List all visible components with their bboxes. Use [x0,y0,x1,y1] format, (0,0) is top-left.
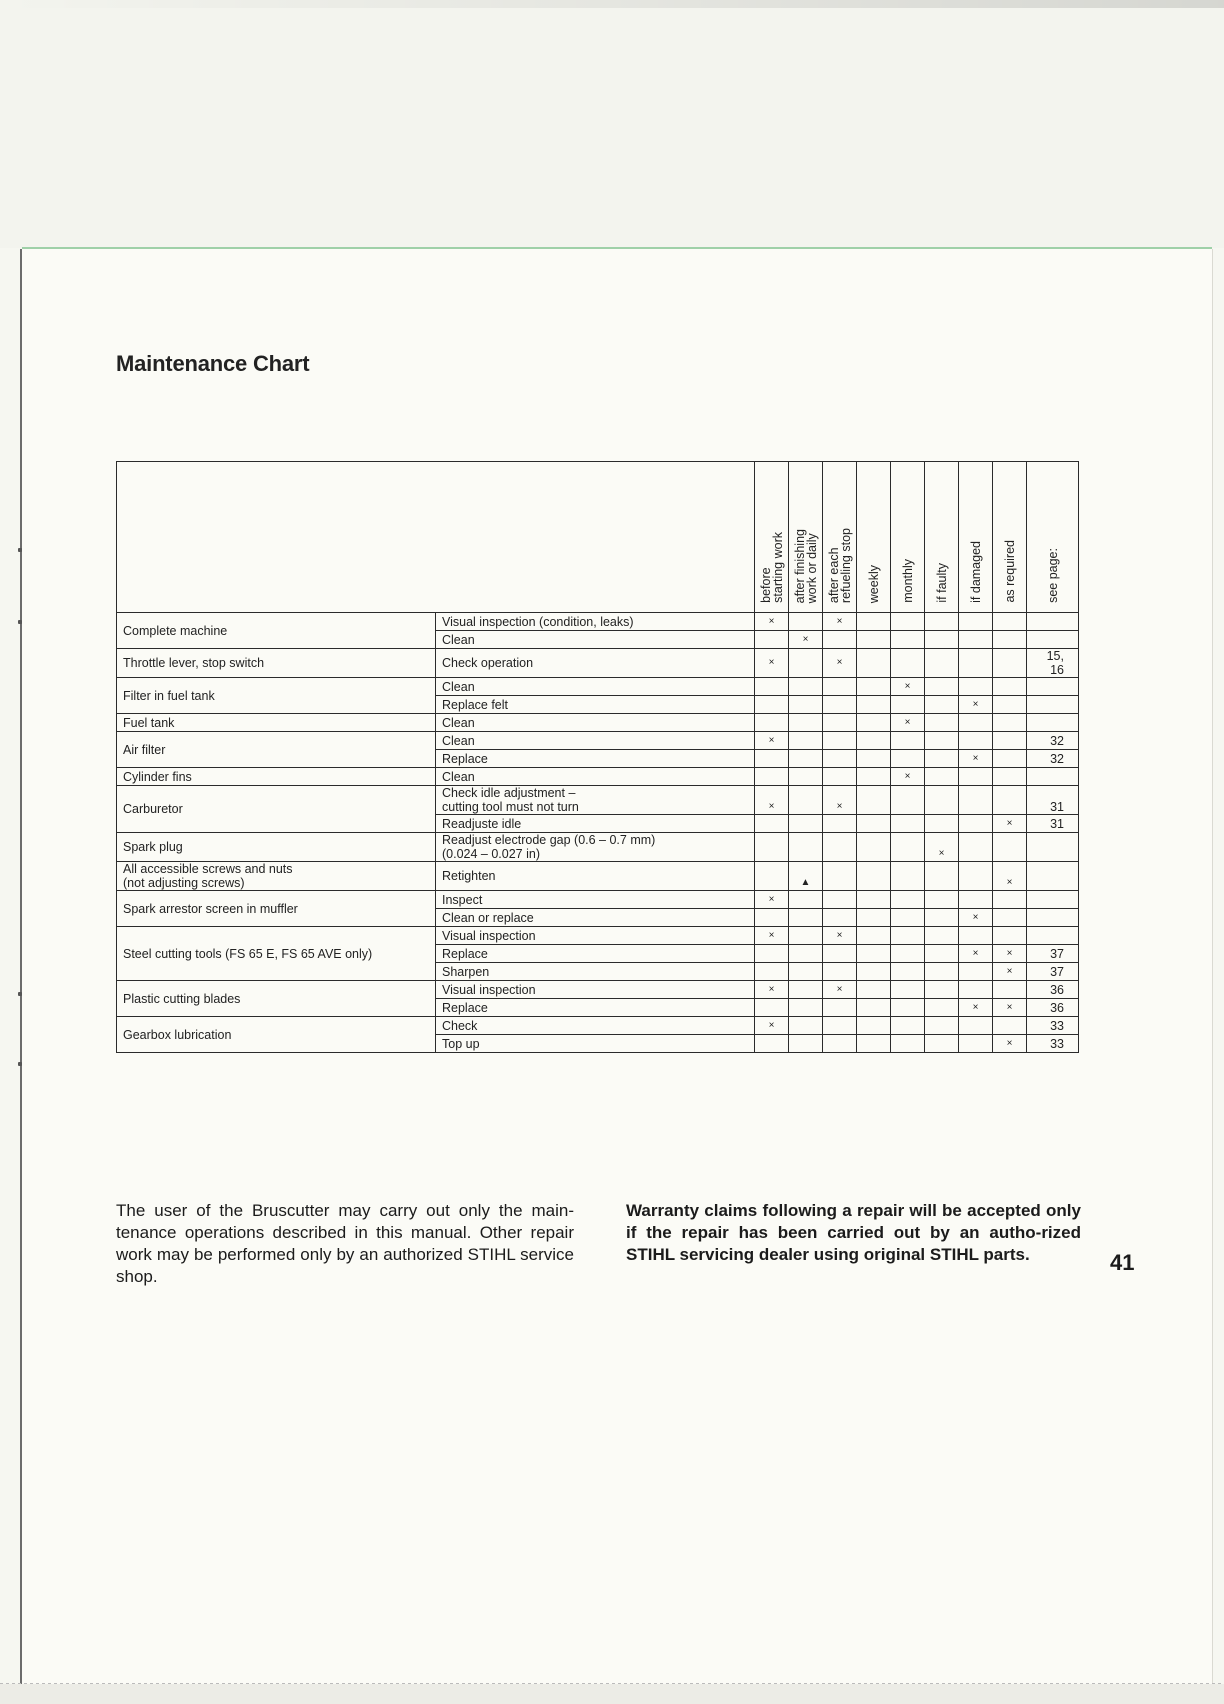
interval-mark-cell [789,649,823,678]
operation-cell: Visual inspection (condition, leaks) [436,613,755,631]
interval-mark-cell: × [755,1017,789,1035]
column-header-label: monthly [900,559,915,603]
interval-mark-cell: × [959,909,993,927]
binding-mark [18,992,22,996]
interval-mark-cell [925,909,959,927]
operation-cell: Replace [436,750,755,768]
interval-mark-cell: × [755,927,789,945]
page-reference-cell [1027,714,1079,732]
component-cell: Steel cutting tools (FS 65 E, FS 65 AVE only) [117,927,436,981]
component-cell: Plastic cutting blades [117,981,436,1017]
interval-mark-cell [823,732,857,750]
interval-mark-cell [959,815,993,833]
interval-mark-cell [891,999,925,1017]
interval-mark-cell [857,981,891,999]
interval-mark-cell [789,833,823,862]
operation-cell: Visual inspection [436,927,755,945]
column-header [1027,462,1079,613]
interval-mark-cell [789,981,823,999]
page-reference-cell [1027,862,1079,891]
page-reference-cell: 31 [1027,815,1079,833]
interval-mark-cell [993,714,1027,732]
interval-mark-cell [891,963,925,981]
interval-mark-cell [823,815,857,833]
component-cell: Filter in fuel tank [117,678,436,714]
interval-mark-cell [891,1017,925,1035]
page-reference-cell: 33 [1027,1017,1079,1035]
table-body [117,613,1079,1053]
interval-mark-cell [755,768,789,786]
column-header [891,462,925,613]
operation-cell: Check [436,1017,755,1035]
interval-mark-cell [755,862,789,891]
scan-bottom-background [0,1684,1224,1704]
column-header-label: weekly [866,564,881,603]
page-reference-cell: 37 [1027,945,1079,963]
column-header-label: if faulty [934,563,949,603]
interval-mark-cell: × [755,891,789,909]
interval-mark-cell [891,909,925,927]
interval-mark-cell: × [993,1035,1027,1053]
interval-mark-cell [993,786,1027,815]
interval-mark-cell [993,768,1027,786]
interval-mark-cell [755,909,789,927]
interval-mark-cell: × [755,732,789,750]
interval-mark-cell [959,927,993,945]
interval-mark-cell: × [755,981,789,999]
interval-mark-cell [959,891,993,909]
interval-mark-cell [823,714,857,732]
interval-mark-cell [993,1017,1027,1035]
interval-mark-cell [857,963,891,981]
interval-mark-cell [891,927,925,945]
page-reference-cell [1027,678,1079,696]
column-header [755,462,789,613]
operation-cell: Visual inspection [436,981,755,999]
column-header-label: as required [1002,540,1017,603]
interval-mark-cell [959,862,993,891]
interval-mark-cell [857,732,891,750]
interval-mark-cell [789,768,823,786]
page-number: 41 [1110,1250,1135,1275]
interval-mark-cell [891,696,925,714]
operation-cell: Sharpen [436,963,755,981]
interval-mark-cell [891,750,925,768]
page-reference-cell [1027,909,1079,927]
interval-mark-cell: × [789,631,823,649]
interval-mark-cell [925,981,959,999]
interval-mark-cell [823,1017,857,1035]
page-reference-cell: 33 [1027,1035,1079,1053]
interval-mark-cell [925,714,959,732]
interval-mark-cell [789,613,823,631]
interval-mark-cell [925,999,959,1017]
interval-mark-cell [823,945,857,963]
column-header-label: before starting work [758,532,785,603]
interval-mark-cell [891,631,925,649]
interval-mark-cell: × [823,649,857,678]
interval-mark-cell [925,786,959,815]
interval-mark-cell: × [993,963,1027,981]
page-reference-cell: 32 [1027,732,1079,750]
interval-mark-cell [959,981,993,999]
interval-mark-cell [993,732,1027,750]
column-header-label: if damaged [968,541,983,603]
interval-mark-cell [891,862,925,891]
component-cell: Spark arrestor screen in muffler [117,891,436,927]
interval-mark-cell [959,1017,993,1035]
interval-mark-cell [959,1035,993,1053]
operation-cell: Check operation [436,649,755,678]
table-row [117,981,1079,999]
interval-mark-cell [823,963,857,981]
interval-mark-cell: × [891,714,925,732]
interval-mark-cell [857,786,891,815]
interval-mark-cell [755,833,789,862]
interval-mark-cell [925,750,959,768]
table-row [117,714,1079,732]
interval-mark-cell: × [993,945,1027,963]
interval-mark-cell [993,649,1027,678]
operation-cell: Clean [436,732,755,750]
interval-mark-cell [993,696,1027,714]
interval-mark-cell: × [823,927,857,945]
interval-mark-cell: × [823,786,857,815]
interval-mark-cell [823,696,857,714]
interval-mark-cell [925,613,959,631]
interval-mark-cell [925,927,959,945]
binding-mark [18,620,22,624]
page-reference-cell: 36 [1027,999,1079,1017]
interval-mark-cell [857,927,891,945]
interval-mark-cell [891,945,925,963]
operation-cell: Readjuste idle [436,815,755,833]
interval-mark-cell [857,768,891,786]
interval-mark-cell [789,945,823,963]
interval-mark-cell [755,678,789,696]
interval-mark-cell [891,815,925,833]
interval-mark-cell: × [925,833,959,862]
page-reference-cell: 15, 16 [1027,649,1079,678]
interval-mark-cell [857,649,891,678]
interval-mark-cell [993,891,1027,909]
operation-cell: Clean or replace [436,909,755,927]
interval-mark-cell [857,833,891,862]
table-row [117,613,1079,631]
interval-mark-cell: × [823,981,857,999]
interval-mark-cell [925,631,959,649]
interval-mark-cell [755,963,789,981]
maintenance-table [116,461,1079,1053]
interval-mark-cell [925,891,959,909]
interval-mark-cell [823,833,857,862]
interval-mark-cell [789,891,823,909]
interval-mark-cell [755,1035,789,1053]
interval-mark-cell [891,981,925,999]
interval-mark-cell [857,999,891,1017]
interval-mark-cell [891,786,925,815]
interval-mark-cell [959,833,993,862]
interval-mark-cell [857,891,891,909]
interval-mark-cell [789,678,823,696]
page-reference-cell: 32 [1027,750,1079,768]
component-cell: Carburetor [117,786,436,833]
interval-mark-cell: × [959,999,993,1017]
interval-mark-cell [789,815,823,833]
operation-cell: Replace [436,945,755,963]
interval-mark-cell [789,909,823,927]
interval-mark-cell [789,1017,823,1035]
interval-mark-cell [823,891,857,909]
interval-mark-cell [993,909,1027,927]
operation-cell: Top up [436,1035,755,1053]
interval-mark-cell [925,678,959,696]
interval-mark-cell [993,833,1027,862]
table-row [117,927,1079,945]
interval-mark-cell [925,696,959,714]
table-row [117,768,1079,786]
interval-mark-cell [823,909,857,927]
interval-mark-cell [891,732,925,750]
interval-mark-cell [755,696,789,714]
interval-mark-cell [925,1017,959,1035]
interval-mark-cell [891,891,925,909]
component-cell: Complete machine [117,613,436,649]
interval-mark-cell: × [959,945,993,963]
operation-cell: Inspect [436,891,755,909]
column-header [925,462,959,613]
table-row [117,891,1079,909]
interval-mark-cell [755,714,789,732]
operation-cell: Clean [436,768,755,786]
interval-mark-cell [755,750,789,768]
interval-mark-cell [993,678,1027,696]
table-row [117,786,1079,815]
interval-mark-cell [925,732,959,750]
interval-mark-cell [857,631,891,649]
interval-mark-cell [925,1035,959,1053]
header-blank-cell [117,462,755,613]
component-cell: Throttle lever, stop switch [117,649,436,678]
page-reference-cell: 37 [1027,963,1079,981]
interval-mark-cell [925,963,959,981]
interval-mark-cell [925,945,959,963]
interval-mark-cell [755,945,789,963]
interval-mark-cell [925,815,959,833]
operation-cell: Readjust electrode gap (0.6 – 0.7 mm) (0.024 – 0.027 in) [436,833,755,862]
interval-mark-cell [823,750,857,768]
interval-mark-cell [823,999,857,1017]
interval-mark-cell [823,862,857,891]
column-header [857,462,891,613]
interval-mark-cell: × [755,613,789,631]
interval-mark-cell [925,649,959,678]
scan-top-background [0,0,1224,248]
interval-mark-cell [857,613,891,631]
component-cell: Air filter [117,732,436,768]
table-row [117,1017,1079,1035]
table-row [117,833,1079,862]
column-header [993,462,1027,613]
interval-mark-cell [959,732,993,750]
interval-mark-cell [823,678,857,696]
interval-mark-cell [959,768,993,786]
interval-mark-cell [857,815,891,833]
maintenance-note: The user of the Bruscutter may carry out only the main-tenance operations described in this manual. Other repair work may be performed only by an authorized STIHL service shop. [116,1201,574,1286]
interval-mark-cell [925,862,959,891]
interval-mark-cell [993,613,1027,631]
column-header-label: after finishing work or daily [792,528,819,603]
interval-mark-cell [959,786,993,815]
component-cell: Gearbox lubrication [117,1017,436,1053]
table-row [117,649,1079,678]
column-header [959,462,993,613]
interval-mark-cell [993,927,1027,945]
interval-mark-cell [789,927,823,945]
page-reference-cell: 31 [1027,786,1079,815]
interval-mark-cell [891,613,925,631]
interval-mark-cell [857,696,891,714]
interval-mark-cell [857,714,891,732]
interval-mark-cell [823,1035,857,1053]
page-title: Maintenance Chart [116,351,310,376]
interval-mark-cell [789,999,823,1017]
interval-mark-cell: × [823,613,857,631]
interval-mark-cell: × [755,649,789,678]
interval-mark-cell [891,649,925,678]
interval-mark-cell: × [891,678,925,696]
page-reference-cell: 36 [1027,981,1079,999]
operation-cell: Retighten [436,862,755,891]
page-reference-cell [1027,613,1079,631]
binding-mark [18,548,22,552]
interval-mark-cell [823,631,857,649]
warranty-note: Warranty claims following a repair will be accepted only if the repair has been carried out by an autho-rized STIHL servicing dealer using original STIHL parts. [626,1201,1081,1264]
page-reference-cell [1027,696,1079,714]
operation-cell: Check idle adjustment – cutting tool must not turn [436,786,755,815]
component-cell: Spark plug [117,833,436,862]
table-row [117,862,1079,891]
table-row [117,732,1079,750]
interval-mark-cell: × [755,786,789,815]
header-row [117,462,1079,613]
interval-mark-cell: × [959,750,993,768]
page-reference-cell [1027,631,1079,649]
interval-mark-cell [755,631,789,649]
operation-cell: Clean [436,678,755,696]
interval-mark-cell [993,631,1027,649]
component-cell: Cylinder fins [117,768,436,786]
interval-mark-cell [959,631,993,649]
interval-mark-cell [755,815,789,833]
interval-mark-cell [789,696,823,714]
operation-cell: Replace [436,999,755,1017]
interval-mark-cell [959,613,993,631]
interval-mark-cell: × [959,696,993,714]
scan-top-edge [0,0,1224,8]
interval-mark-cell [959,678,993,696]
interval-mark-cell [857,678,891,696]
interval-mark-cell [789,750,823,768]
interval-mark-cell [959,963,993,981]
interval-mark-cell [857,945,891,963]
interval-mark-cell: ▲ [789,862,823,891]
page-reference-cell [1027,927,1079,945]
interval-mark-cell: × [993,999,1027,1017]
interval-mark-cell [789,714,823,732]
interval-mark-cell [993,750,1027,768]
interval-mark-cell [891,1035,925,1053]
interval-mark-cell [891,833,925,862]
interval-mark-cell [857,862,891,891]
interval-mark-cell: × [993,862,1027,891]
column-header-label: after each refueling stop [826,527,853,603]
column-header [823,462,857,613]
table-row [117,678,1079,696]
component-cell: Fuel tank [117,714,436,732]
binding-mark [18,1062,22,1066]
page-reference-cell [1027,891,1079,909]
page-reference-cell [1027,768,1079,786]
page-reference-cell [1027,833,1079,862]
interval-mark-cell [857,750,891,768]
operation-cell: Clean [436,631,755,649]
interval-mark-cell [857,1017,891,1035]
component-cell: All accessible screws and nuts (not adjusting screws) [117,862,436,891]
interval-mark-cell [789,1035,823,1053]
interval-mark-cell [925,768,959,786]
column-header-label: see page: [1045,548,1060,603]
interval-mark-cell: × [891,768,925,786]
interval-mark-cell [857,1035,891,1053]
interval-mark-cell [959,714,993,732]
interval-mark-cell [993,981,1027,999]
interval-mark-cell: × [993,815,1027,833]
interval-mark-cell [789,963,823,981]
column-header [789,462,823,613]
interval-mark-cell [789,786,823,815]
interval-mark-cell [755,999,789,1017]
interval-mark-cell [789,732,823,750]
interval-mark-cell [823,768,857,786]
interval-mark-cell [857,909,891,927]
operation-cell: Replace felt [436,696,755,714]
operation-cell: Clean [436,714,755,732]
interval-mark-cell [959,649,993,678]
